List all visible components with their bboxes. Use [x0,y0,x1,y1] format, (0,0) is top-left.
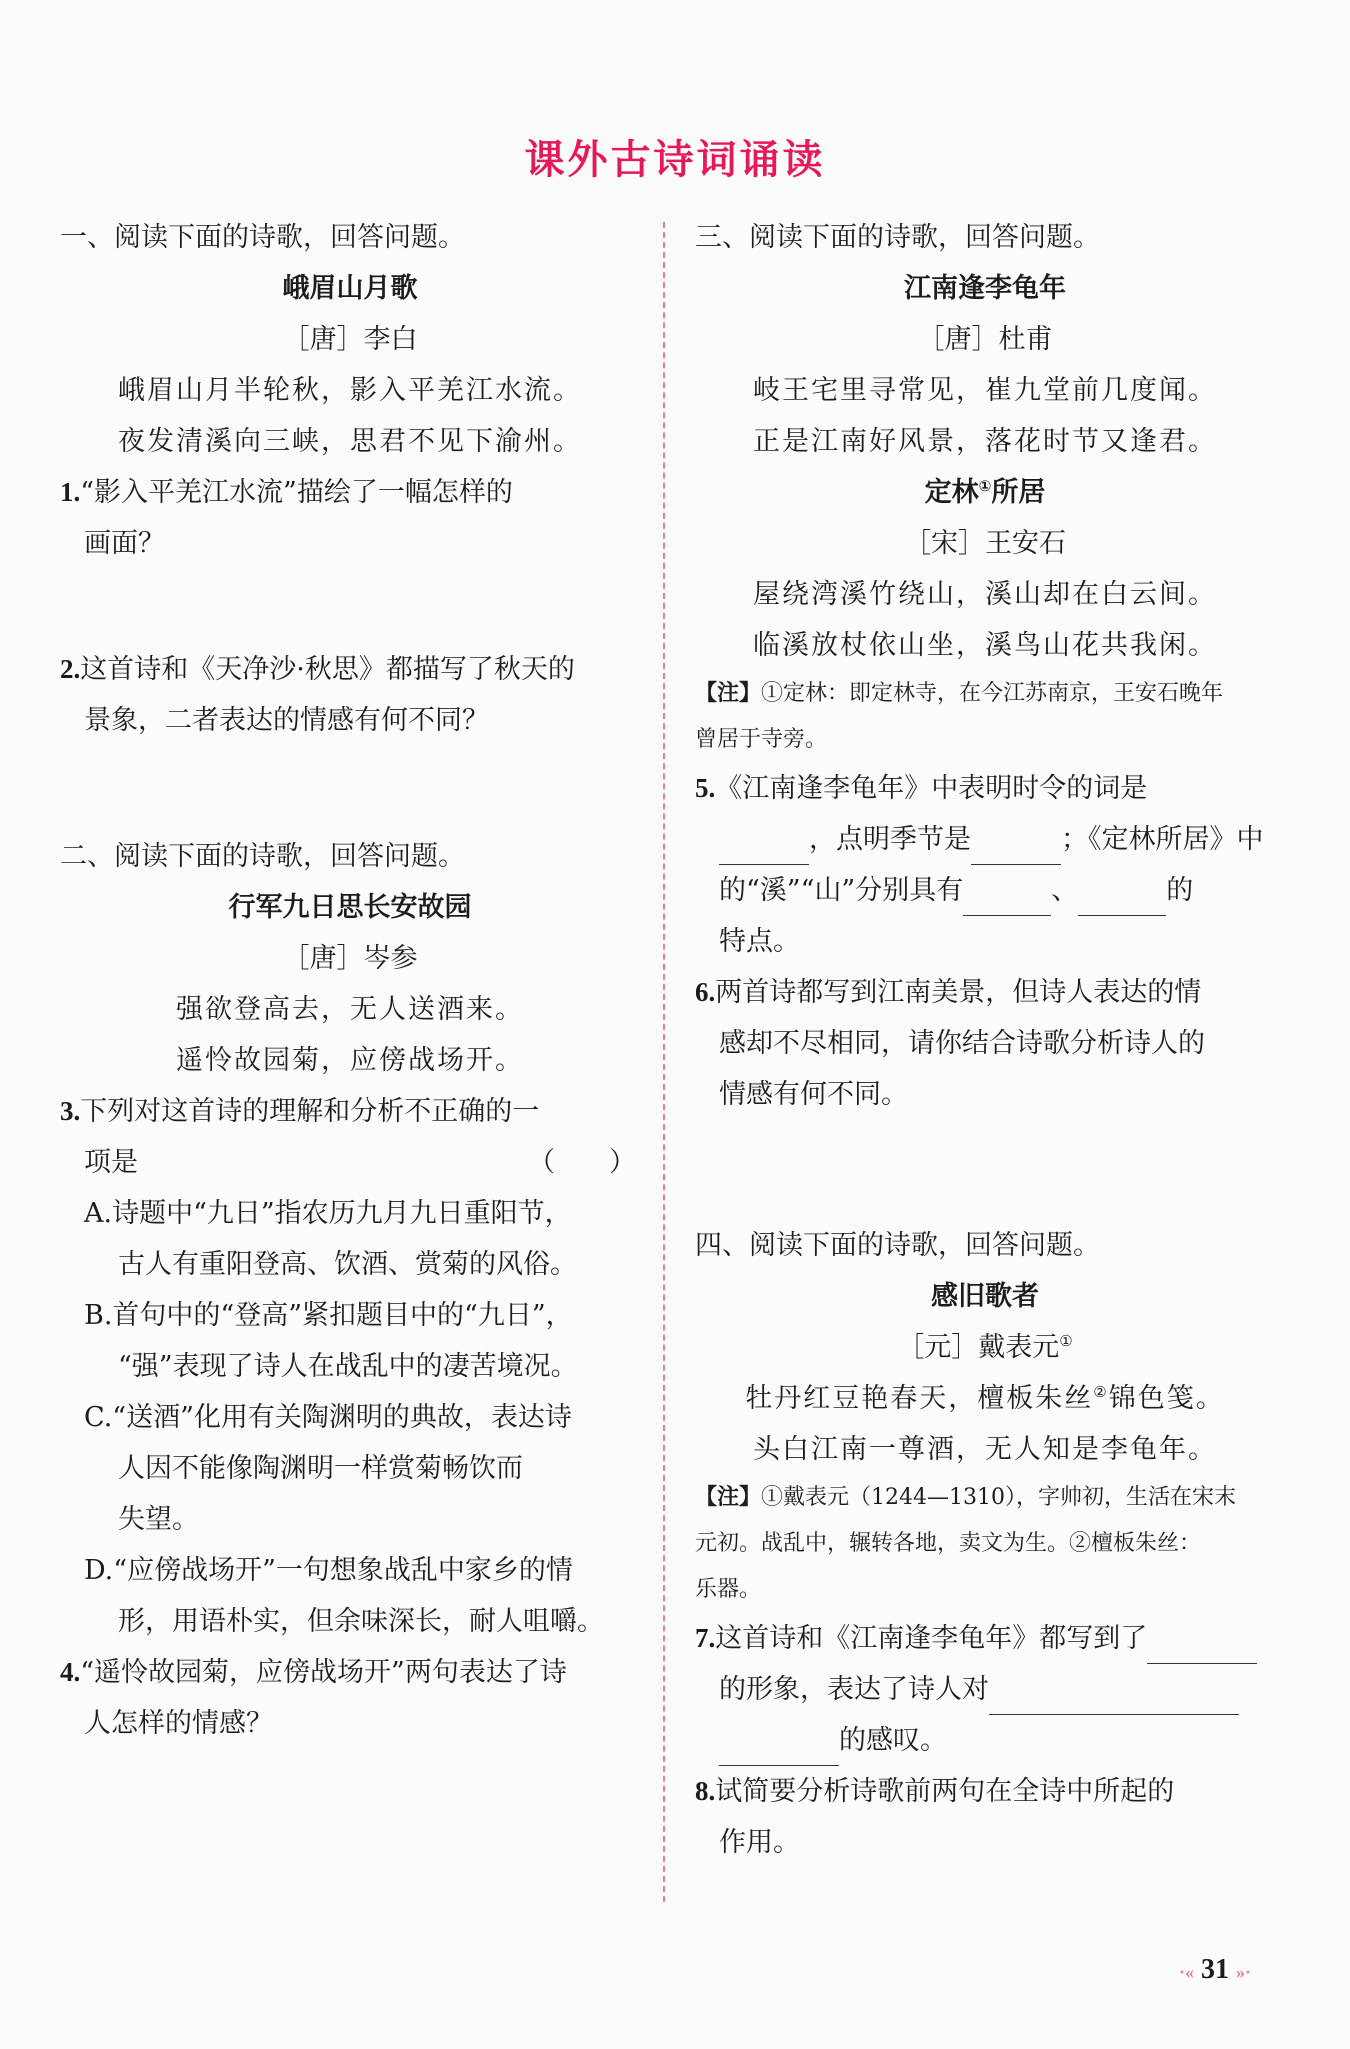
option-c[interactable]: C.“送酒”化用有关陶渊明的典故，表达诗 [84,1402,572,1433]
question-text-part: 的形象，表达了诗人对 [719,1674,989,1705]
question-text [695,1664,1275,1715]
question-text: 《江南逢李龟年》中表明时令的词是 [715,773,1148,804]
question-text: 情感有何不同。 [719,1079,908,1110]
ornament-icon: »· [1236,1962,1252,1982]
question-text: 景象，二者表达的情感有何不同？ [84,705,489,736]
option-d[interactable]: D.“应傍战场开”一句想象战乱中家乡的情 [84,1555,573,1586]
note-text: ①定林：即定林寺，在今江苏南京，王安石晚年 [761,681,1224,706]
section-heading: 四、阅读下面的诗歌，回答问题。 [695,1230,1100,1261]
question-text [695,814,1275,865]
option-c-cont: 失望。 [118,1504,199,1535]
ornament-icon: ·« [1178,1962,1194,1982]
fill-blank[interactable] [963,885,1051,916]
note-text: ①戴表元（1244—1310），字帅初，生活在宋末 [761,1485,1236,1510]
footnote-cont: 曾居于寺旁。 [695,727,828,752]
section-heading: 二、阅读下面的诗歌，回答问题。 [60,841,465,872]
question-text: 两首诗都写到江南美景，但诗人表达的情 [715,977,1202,1008]
question-text: 特点。 [719,926,800,957]
question-text: 下列对这首诗的理解和分析不正确的一 [80,1096,540,1127]
question-8 [695,1766,1275,1817]
poem-title: 感旧歌者 [931,1281,1039,1312]
question-number: 3. [60,1096,81,1126]
poem-line: 头白江南一尊酒，无人知是李龟年。 [753,1434,1217,1465]
answer-space[interactable] [695,1120,1275,1220]
column-divider [663,222,665,1902]
question-text: 作用。 [719,1827,800,1858]
question-text-part: 的感叹。 [839,1725,947,1756]
option-d-cont: 形，用语朴实，但余味深长，耐人咀嚼。 [118,1606,604,1637]
fill-blank[interactable] [989,1684,1239,1715]
question-text: “遥怜故园菊，应傍战场开”两句表达了诗 [80,1657,567,1688]
footnote-cont: 元初。战乱中，辗转各地，卖文为生。②檀板朱丝： [695,1531,1202,1556]
question-number: 2. [60,654,81,684]
section-heading: 三、阅读下面的诗歌，回答问题。 [695,222,1100,253]
fill-blank[interactable] [971,834,1061,865]
fill-blank[interactable] [1147,1633,1257,1664]
question-number: 7. [695,1623,716,1653]
question-3 [60,1086,640,1137]
question-1 [60,467,640,518]
question-number: 6. [695,977,716,1007]
question-text: 画面？ [84,528,165,559]
footnote-cont: 乐器。 [695,1577,762,1602]
footnote-marker: ② [1093,1383,1109,1401]
page-number-value: 31 [1201,1954,1229,1985]
question-number: 4. [60,1657,81,1687]
note-tag: 【注】 [695,681,762,706]
page-title: 课外古诗词诵读 [524,137,826,183]
option-c-cont: 人因不能像陶渊明一样赏菊畅饮而 [118,1453,523,1484]
poem-line: 夜发清溪向三峡，思君不见下渝州。 [118,426,582,457]
footnote [695,1475,1275,1521]
question-text: “影入平羌江水流”描绘了一幅怎样的 [80,477,513,508]
question-6 [695,967,1275,1018]
question-text-part: 、 [1051,875,1079,906]
question-text-part: ，点明季节是 [809,824,971,855]
footnote-marker: ① [978,477,992,495]
page-number [1145,1950,1285,1990]
poem-title: 峨眉山月歌 [282,273,418,304]
footnote-marker: ① [1059,1332,1073,1350]
poem-title: 行军九日思长安故园 [228,892,472,923]
poem-line-part: 锦色笺。 [1108,1383,1225,1414]
poem-author: ［唐］李白 [282,324,418,355]
poem-author [695,1322,1275,1373]
option-a-cont: 古人有重阳登高、饮酒、赏菊的风俗。 [118,1249,577,1280]
poem-title: 江南逢李龟年 [904,273,1066,304]
question-text-part: 的“溪”“山”分别具有 [719,875,964,906]
section-heading: 一、阅读下面的诗歌，回答问题。 [60,222,465,253]
poem-line: 正是江南好风景，落花时节又逢君。 [753,426,1217,457]
question-text [695,1715,1275,1766]
answer-space[interactable] [60,569,640,644]
right-column [695,212,1275,1868]
poem-line: 临溪放杖依山坐，溪鸟山花共我闲。 [753,630,1217,661]
question-text: 人怎样的情感？ [84,1708,273,1739]
poem-line: 遥怜故园菊，应傍战场开。 [176,1045,524,1076]
poem-line-part: 牡丹红豆艳春天，檀板朱丝 [745,1383,1094,1414]
poem-line: 屋绕湾溪竹绕山，溪山却在白云间。 [753,579,1217,610]
answer-paren[interactable]: （ ） [528,1147,636,1178]
question-text: 这首诗和《江南逢李龟年》都写到了 [715,1623,1148,1654]
question-number: 8. [695,1776,716,1806]
poem-title [695,467,1275,518]
fill-blank[interactable] [1078,885,1166,916]
poem-line: 强欲登高去，无人送酒来。 [176,994,524,1025]
poem-line [695,1373,1275,1424]
question-2 [60,644,640,695]
poem-title-part: 所居 [991,477,1046,508]
option-b[interactable]: B.首句中的“登高”紧扣题目中的“九日”， [84,1300,573,1331]
question-text: 试简要分析诗歌前两句在全诗中所起的 [715,1776,1175,1807]
question-number: 5. [695,773,716,803]
poem-line: 岐王宅里寻常见，崔九堂前几度闻。 [753,375,1217,406]
answer-space[interactable] [60,746,640,831]
question-5 [695,763,1275,814]
left-column [60,212,640,1749]
question-4 [60,1647,640,1698]
question-text: 感却不尽相同，请你结合诗歌分析诗人的 [719,1028,1205,1059]
question-text-part: 的 [1166,875,1194,906]
option-b-cont: “强”表现了诗人在战乱中的凄苦境况。 [118,1351,578,1382]
question-text-end: 项是 [84,1147,138,1178]
footnote [695,671,1275,717]
fill-blank[interactable] [719,834,809,865]
option-a[interactable]: A.诗题中“九日”指农历九月九日重阳节， [84,1198,572,1229]
question-text [695,865,1275,916]
poem-line: 峨眉山月半轮秋，影入平羌江水流。 [118,375,582,406]
poem-author: ［唐］杜甫 [917,324,1053,355]
note-tag: 【注】 [695,1485,762,1510]
author-name: ［元］戴表元 [897,1332,1060,1363]
fill-blank[interactable] [719,1735,839,1766]
question-number: 1. [60,477,81,507]
question-text: 这首诗和《天净沙·秋思》都描写了秋天的 [80,654,575,685]
question-7 [695,1613,1275,1664]
poem-author: ［唐］岑参 [282,943,418,974]
poem-title-part: 定林 [924,477,979,508]
question-text [60,1137,640,1188]
poem-author: ［宋］王安石 [904,528,1066,559]
question-text-part: ；《定林所居》中 [1061,824,1264,855]
